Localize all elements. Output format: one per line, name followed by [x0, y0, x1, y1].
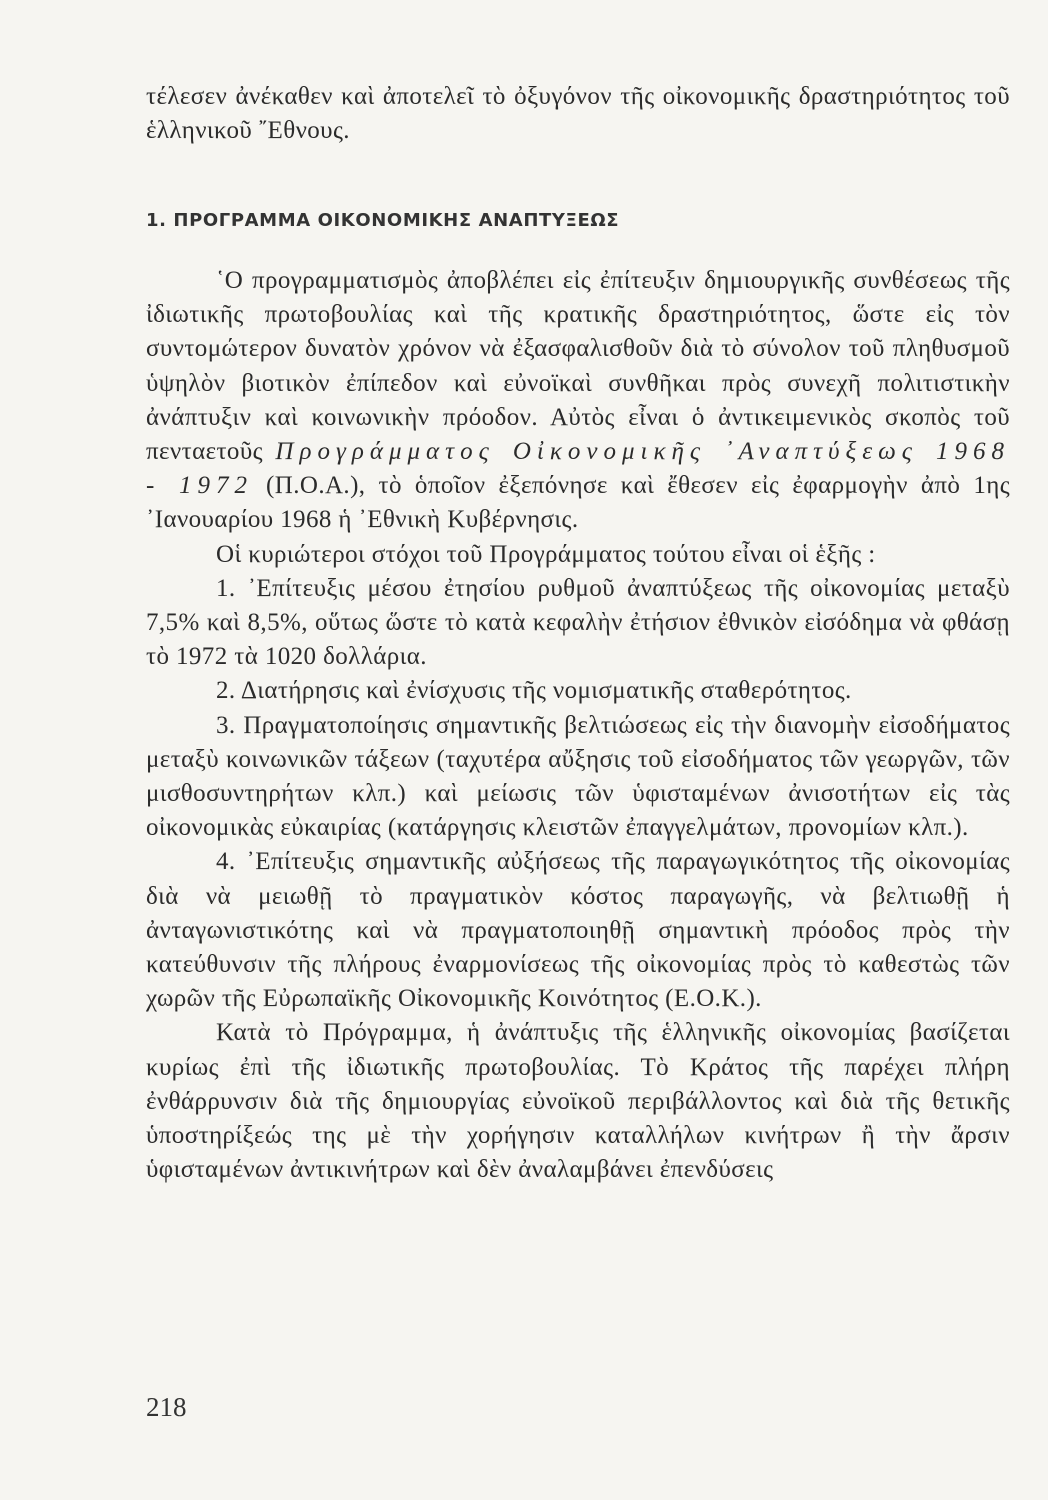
section-heading: 1. ΠΡΟΓΡΑΜΜΑ ΟΙΚΟΝΟΜΙΚΗΣ ΑΝΑΠΤΥΞΕΩΣ [146, 210, 620, 231]
main-text-block [146, 264, 1010, 1187]
paragraph-programming-start: ῾Ο προγραμματισμὸς ἀποβλέπει εἰς ἐπίτευξιν δημιουργικῆς συνθέσεως τῆς ἰδιωτικῆς πρωτοβουλίας καὶ τῆς κρατικῆς δραστηριότητος, ὥστε εἰς τὸν συντομώτερον δυνατὸν χρόνον νὰ ἐξασφαλισθοῦν διὰ τὸ σύνολον τοῦ πληθυσμοῦ ὑψηλὸν βιοτικὸν ἐπίπεδον καὶ εὐνοϊκαὶ συνθῆκαι πρὸς συνεχῆ πολιτιστικὴν ἀνάπτυξιν καὶ κοινωνικὴν πρόοδον. Αὐτὸς εἶναι ὁ ἀντικειμενικὸς σκοπὸς τοῦ πενταετοῦς [146, 267, 1010, 466]
paragraph-programming [146, 264, 1010, 538]
page-number: 218 [146, 1392, 187, 1422]
goal-item: 1. ᾽Επίτευξις μέσου ἐτησίου ρυθμοῦ ἀναπτύξεως τῆς οἰκονομίας μεταξὺ 7,5% καὶ 8,5%, οὕτως ὥστε τὸ κατὰ κεφαλὴν ἐτήσιον ἐθνικὸν εἰσόδημα νὰ φθάσῃ τὸ 1972 τὰ 1020 δολλάρια. [146, 574, 1010, 671]
intro-paragraph: τέλεσεν ἀνέκαθεν καὶ ἀποτελεῖ τὸ ὀξυγόνον τῆς οἰκονομικῆς δραστηριότητος τοῦ ἑλληνικοῦ ῎Εθνους. [146, 83, 1010, 145]
paragraph-programming-end: (Π.Ο.Α.), τὸ ὁποῖον ἐξεπόνησε καὶ ἔθεσεν εἰς ἐφαρμογὴν ἀπὸ 1ης ᾽Ιανουαρίου 1968 ἡ ᾽Εθνικὴ Κυβέρνησις. [146, 472, 1010, 534]
goal-item: 4. ᾽Επίτευξις σημαντικῆς αὐξήσεως τῆς παραγωγικότητος τῆς οἰκονομίας διὰ νὰ μειωθῇ τὸ πραγματικὸν κόστος παραγωγῆς, νὰ βελτιωθῇ ἡ ἀνταγωνιστικότης καὶ νὰ πραγματοποιηθῇ σημαντικὴ πρόοδος πρὸς τὴν κατεύθυνσιν τῆς πλήρους ἐναρμονίσεως τῆς οἰκονομίας πρὸς τὸ καθεστὼς τῶν χωρῶν τῆς Εὐρωπαϊκῆς Οἰκονομικῆς Κοινότητος (Ε.Ο.Κ.). [146, 848, 1010, 1013]
goal-item: 2. Διατήρησις καὶ ἐνίσχυσις τῆς νομισματικῆς σταθερότητος. [216, 677, 852, 705]
goals-intro: Οἱ κυριώτεροι στόχοι τοῦ Προγράμματος τούτου εἶναι οἱ ἑξῆς : [216, 540, 876, 568]
program-title: Προγράμματος Οἰκονομικῆς ᾽Αναπτύξεως 1968 - 1972 [146, 438, 1010, 500]
final-paragraph: Κατὰ τὸ Πρόγραμμα, ἡ ἀνάπτυξις τῆς ἑλληνικῆς οἰκονομίας βασίζεται κυρίως ἐπὶ τῆς ἰδιωτικῆς πρωτοβουλίας. Τὸ Κράτος τῆς παρέχει πλήρη ἐνθάρρυνσιν διὰ τῆς δημιουργίας εὐνοϊκοῦ περιβάλλοντος καὶ διὰ τῆς θετικῆς ὑποστηρίξεώς της μὲ τὴν χορήγησιν καταλλήλων κινήτρων ἢ τὴν ἄρσιν ὑφισταμένων ἀντικινήτρων καὶ δὲν ἀναλαμβάνει ἐπενδύσεις [146, 1019, 1010, 1184]
goal-item: 3. Πραγματοποίησις σημαντικῆς βελτιώσεως εἰς τὴν διανομὴν εἰσοδήματος μεταξὺ κοινωνικῶν τάξεων (ταχυτέρα αὔξησις τοῦ εἰσοδήματος τῶν γεωργῶν, τῶν μισθοσυντηρήτων κλπ.) καὶ μείωσις τῶν ὑφισταμένων ἀνισοτήτων εἰς τὰς οἰκονομικὰς εὐκαιρίας (κατάργησις κλειστῶν ἐπαγγελμάτων, προνομίων κλπ.). [146, 711, 1010, 842]
intro-block [146, 80, 1010, 148]
